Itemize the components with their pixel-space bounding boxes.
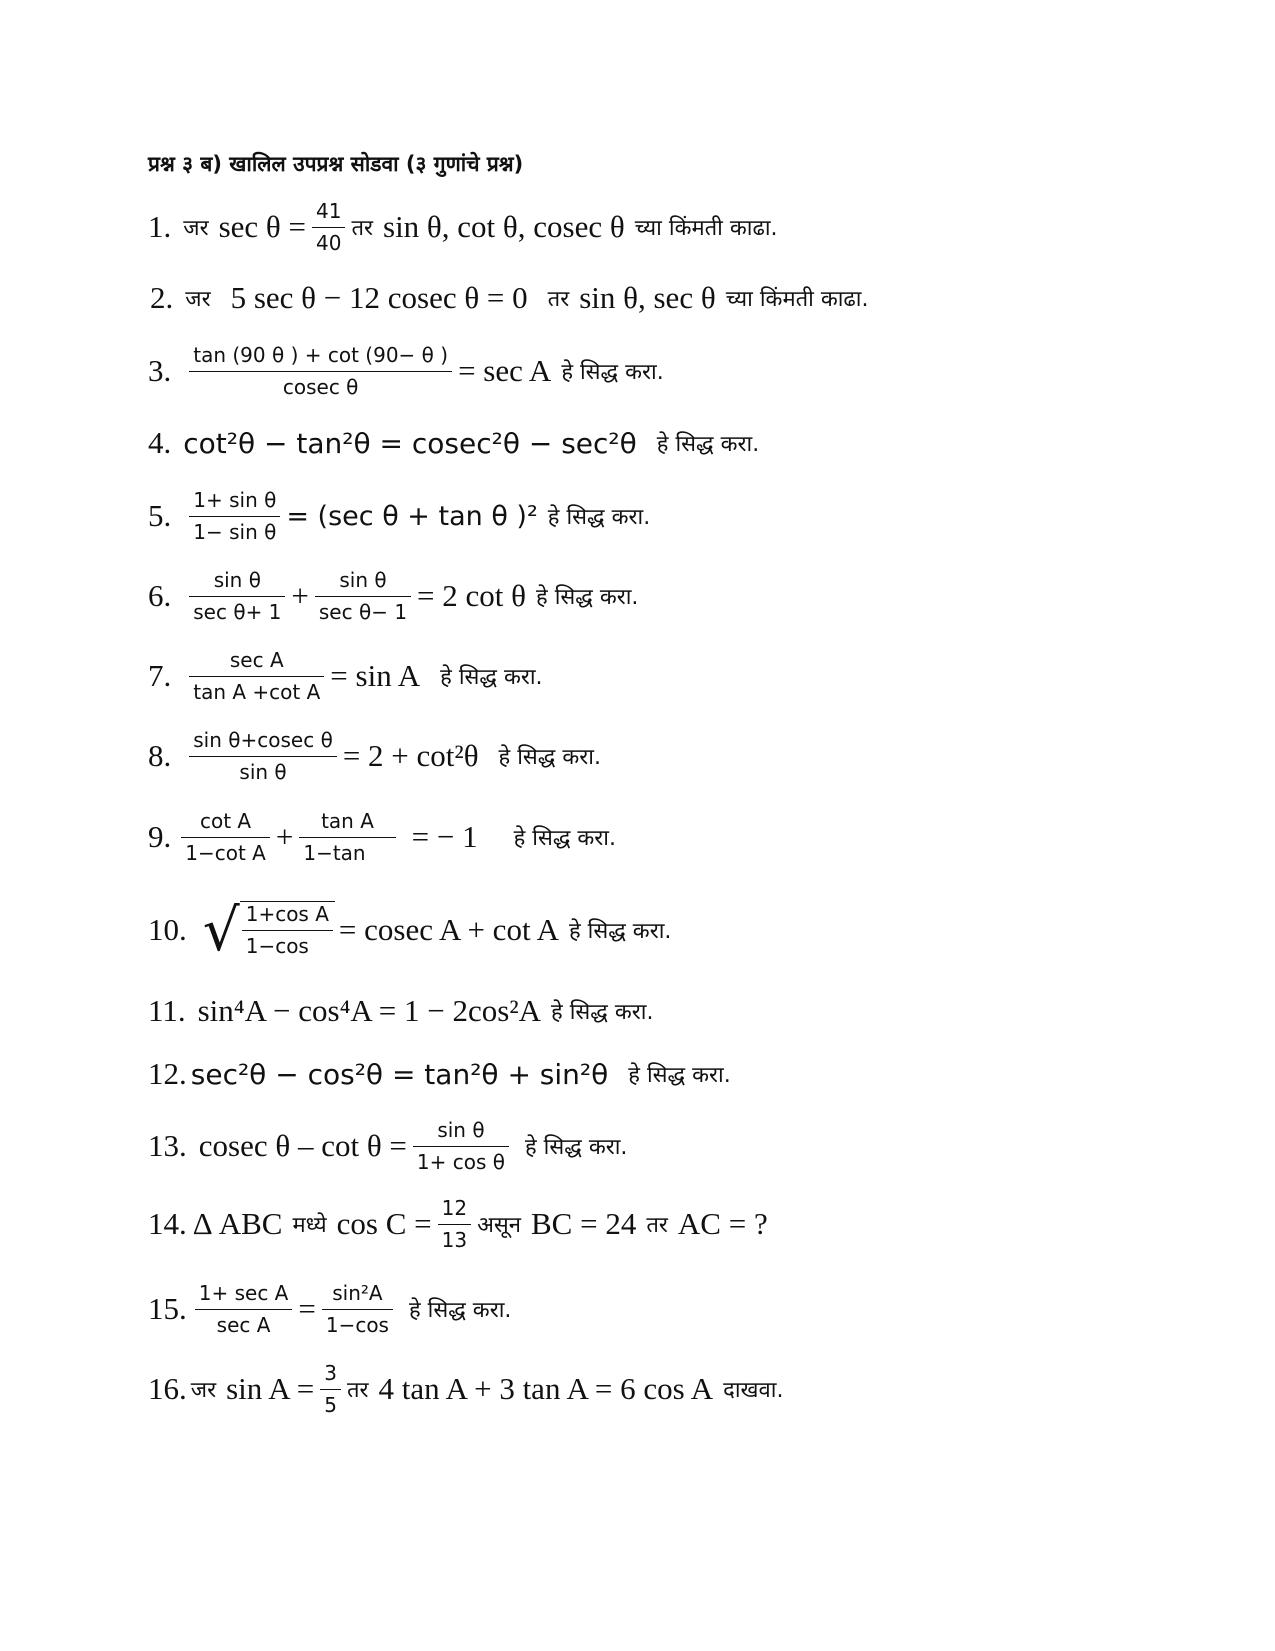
numerator: 1+ sec A (198, 1280, 289, 1305)
fraction (242, 902, 333, 959)
numerator: sin θ (339, 567, 387, 592)
question-15 (148, 1274, 511, 1344)
square-root (202, 896, 335, 964)
expression-rhs: = − 1 (411, 819, 478, 854)
expression-rhs: = cosec A + cot A (338, 912, 559, 947)
numerator: 12 (441, 1195, 468, 1220)
question-number: 10. (148, 912, 187, 947)
then-word: तर (351, 216, 373, 241)
expression-rhs: = 2 cot θ (417, 578, 527, 613)
expression-rhs: = 2 + cot²θ (342, 738, 479, 773)
question-4 (148, 408, 759, 478)
denominator: 1−cot A (181, 837, 270, 866)
denominator: sin θ (189, 756, 337, 785)
question-number: 12. (148, 1056, 187, 1091)
prove-text: हे सिद्ध करा. (408, 1298, 512, 1323)
prove-text: हे सिद्ध करा. (656, 432, 760, 457)
question-9 (148, 802, 616, 872)
question-number: 8. (148, 738, 172, 773)
question-number: 11. (148, 993, 186, 1028)
prove-text: हे सिद्ध करा. (525, 1135, 628, 1160)
denominator: 1−cos (322, 1309, 393, 1338)
question-3 (148, 336, 664, 406)
show-text: दाखवा. (723, 1378, 784, 1403)
expression-lhs: sin A = (226, 1371, 315, 1406)
denominator: sec θ− 1 (315, 596, 411, 625)
expression-lhs: cosec θ – cot θ = (198, 1128, 407, 1163)
prove-text: हे सिद्ध करा. (628, 1063, 731, 1088)
question-number: 7. (148, 658, 172, 693)
denominator: 1−tan (299, 837, 395, 866)
fraction (413, 1118, 509, 1175)
question-7 (148, 641, 543, 711)
if-word: जर (183, 216, 209, 241)
question-11 (148, 976, 653, 1046)
fraction (438, 1196, 471, 1253)
fraction (312, 199, 345, 256)
fraction (189, 728, 337, 785)
question-13 (148, 1111, 627, 1181)
values-list: sin θ, sec θ (579, 280, 716, 315)
question-14 (148, 1189, 768, 1259)
then-word: तर (346, 1378, 369, 1403)
fraction-2 (322, 1281, 393, 1338)
then-word: तर (646, 1213, 668, 1238)
denominator: cosec θ (189, 371, 452, 400)
plus-sign: + (275, 819, 294, 854)
if-word: जर (185, 287, 211, 312)
question-number: 9. (148, 819, 172, 854)
expression: cot²θ − tan²θ = cosec²θ − sec²θ (183, 426, 637, 460)
prove-text: हे सिद्ध करा. (536, 585, 639, 610)
if-word: जर (190, 1378, 217, 1403)
expression-rhs: = sec A (458, 353, 552, 388)
numerator: sin θ (213, 567, 261, 592)
denominator: tan A +cot A (189, 676, 324, 705)
section-heading: प्रश्न ३ ब) खालिल उपप्रश्न सोडवा (३ गुणांचे प्रश्न) (148, 152, 524, 176)
then-word: तर (547, 287, 570, 312)
question-5 (148, 481, 650, 551)
given-value: BC = 24 (531, 1206, 637, 1241)
expression-lhs: sec θ = (218, 209, 306, 244)
fraction-1 (189, 568, 285, 625)
numerator: 1+ sin θ (193, 487, 277, 512)
numerator: sin²A (332, 1280, 383, 1305)
fraction (189, 488, 280, 545)
fraction (320, 1361, 341, 1418)
question-2 (150, 263, 869, 333)
prove-text: हे सिद्ध करा. (498, 745, 601, 770)
instruction-text: च्या किंमती काढा. (634, 216, 778, 241)
question-1 (148, 192, 778, 262)
denominator: 1− sin θ (189, 516, 280, 545)
numerator: tan (90 θ ) + cot (90− θ ) (193, 342, 449, 367)
expression: sec²θ − cos²θ = tan²θ + sin²θ (190, 1057, 609, 1091)
question-number: 4. (148, 425, 172, 460)
expression-rhs: 4 tan A + 3 tan A = 6 cos A (378, 1371, 714, 1406)
fraction (189, 343, 452, 400)
values-list: sin θ, cot θ, cosec θ (383, 209, 625, 244)
fraction-2 (299, 809, 395, 866)
question-12 (148, 1039, 731, 1109)
question-number: 1. (148, 209, 172, 244)
numerator: sec A (229, 647, 284, 672)
numerator: 1+cos A (245, 902, 329, 926)
unknown-value: AC = ? (677, 1206, 768, 1241)
denominator: 5 (320, 1389, 341, 1418)
denominator: 1+ cos θ (413, 1146, 509, 1175)
and-word: असून (477, 1213, 521, 1238)
fraction-2 (315, 568, 411, 625)
denominator: sec θ+ 1 (189, 596, 285, 625)
question-number: 6. (148, 578, 172, 613)
radicand (240, 901, 335, 959)
prove-text: हे सिद्ध करा. (547, 505, 651, 530)
numerator: sin θ+cosec θ (193, 727, 333, 752)
question-8 (148, 721, 601, 791)
numerator: cot A (199, 808, 252, 833)
question-number: 16. (148, 1371, 187, 1406)
radical-sign-icon: √ (202, 896, 240, 964)
fraction-1 (195, 1281, 293, 1338)
numerator: sin θ (437, 1117, 485, 1142)
expression-lhs: cos C = (336, 1206, 432, 1241)
denominator: sec A (195, 1309, 293, 1338)
question-10 (148, 895, 671, 965)
triangle-label: Δ ABC (192, 1206, 283, 1241)
question-number: 5. (148, 498, 172, 533)
prove-text: हे सिद्ध करा. (568, 919, 672, 944)
denominator: 13 (438, 1224, 471, 1253)
prove-text: हे सिद्ध करा. (561, 360, 664, 385)
prove-text: हे सिद्ध करा. (551, 1000, 654, 1025)
instruction-text: च्या किंमती काढा. (725, 287, 869, 312)
question-number: 14. (148, 1206, 187, 1241)
numerator: 41 (316, 198, 342, 223)
question-number: 3. (148, 353, 172, 388)
denominator: 40 (312, 227, 345, 256)
question-number: 15. (148, 1291, 187, 1326)
in-word: मध्ये (292, 1213, 327, 1238)
numerator: tan A (321, 808, 374, 833)
plus-sign: + (291, 578, 309, 613)
question-16 (148, 1354, 783, 1424)
question-number: 13. (148, 1128, 187, 1163)
expression-rhs: = sin A (330, 658, 421, 693)
equals-sign: = (298, 1291, 316, 1326)
expression: 5 sec θ − 12 cosec θ = 0 (230, 280, 528, 315)
expression-rhs: = (sec θ + tan θ )² (286, 500, 538, 532)
fraction (189, 648, 324, 705)
question-6 (148, 561, 638, 631)
question-number: 2. (150, 280, 174, 315)
prove-text: हे सिद्ध करा. (513, 826, 616, 851)
fraction-1 (181, 809, 270, 866)
denominator: 1−cos (242, 930, 333, 959)
expression: sin⁴A − cos⁴A = 1 − 2cos²A (197, 993, 542, 1028)
prove-text: हे सिद्ध करा. (440, 665, 543, 690)
numerator: 3 (324, 1360, 337, 1385)
